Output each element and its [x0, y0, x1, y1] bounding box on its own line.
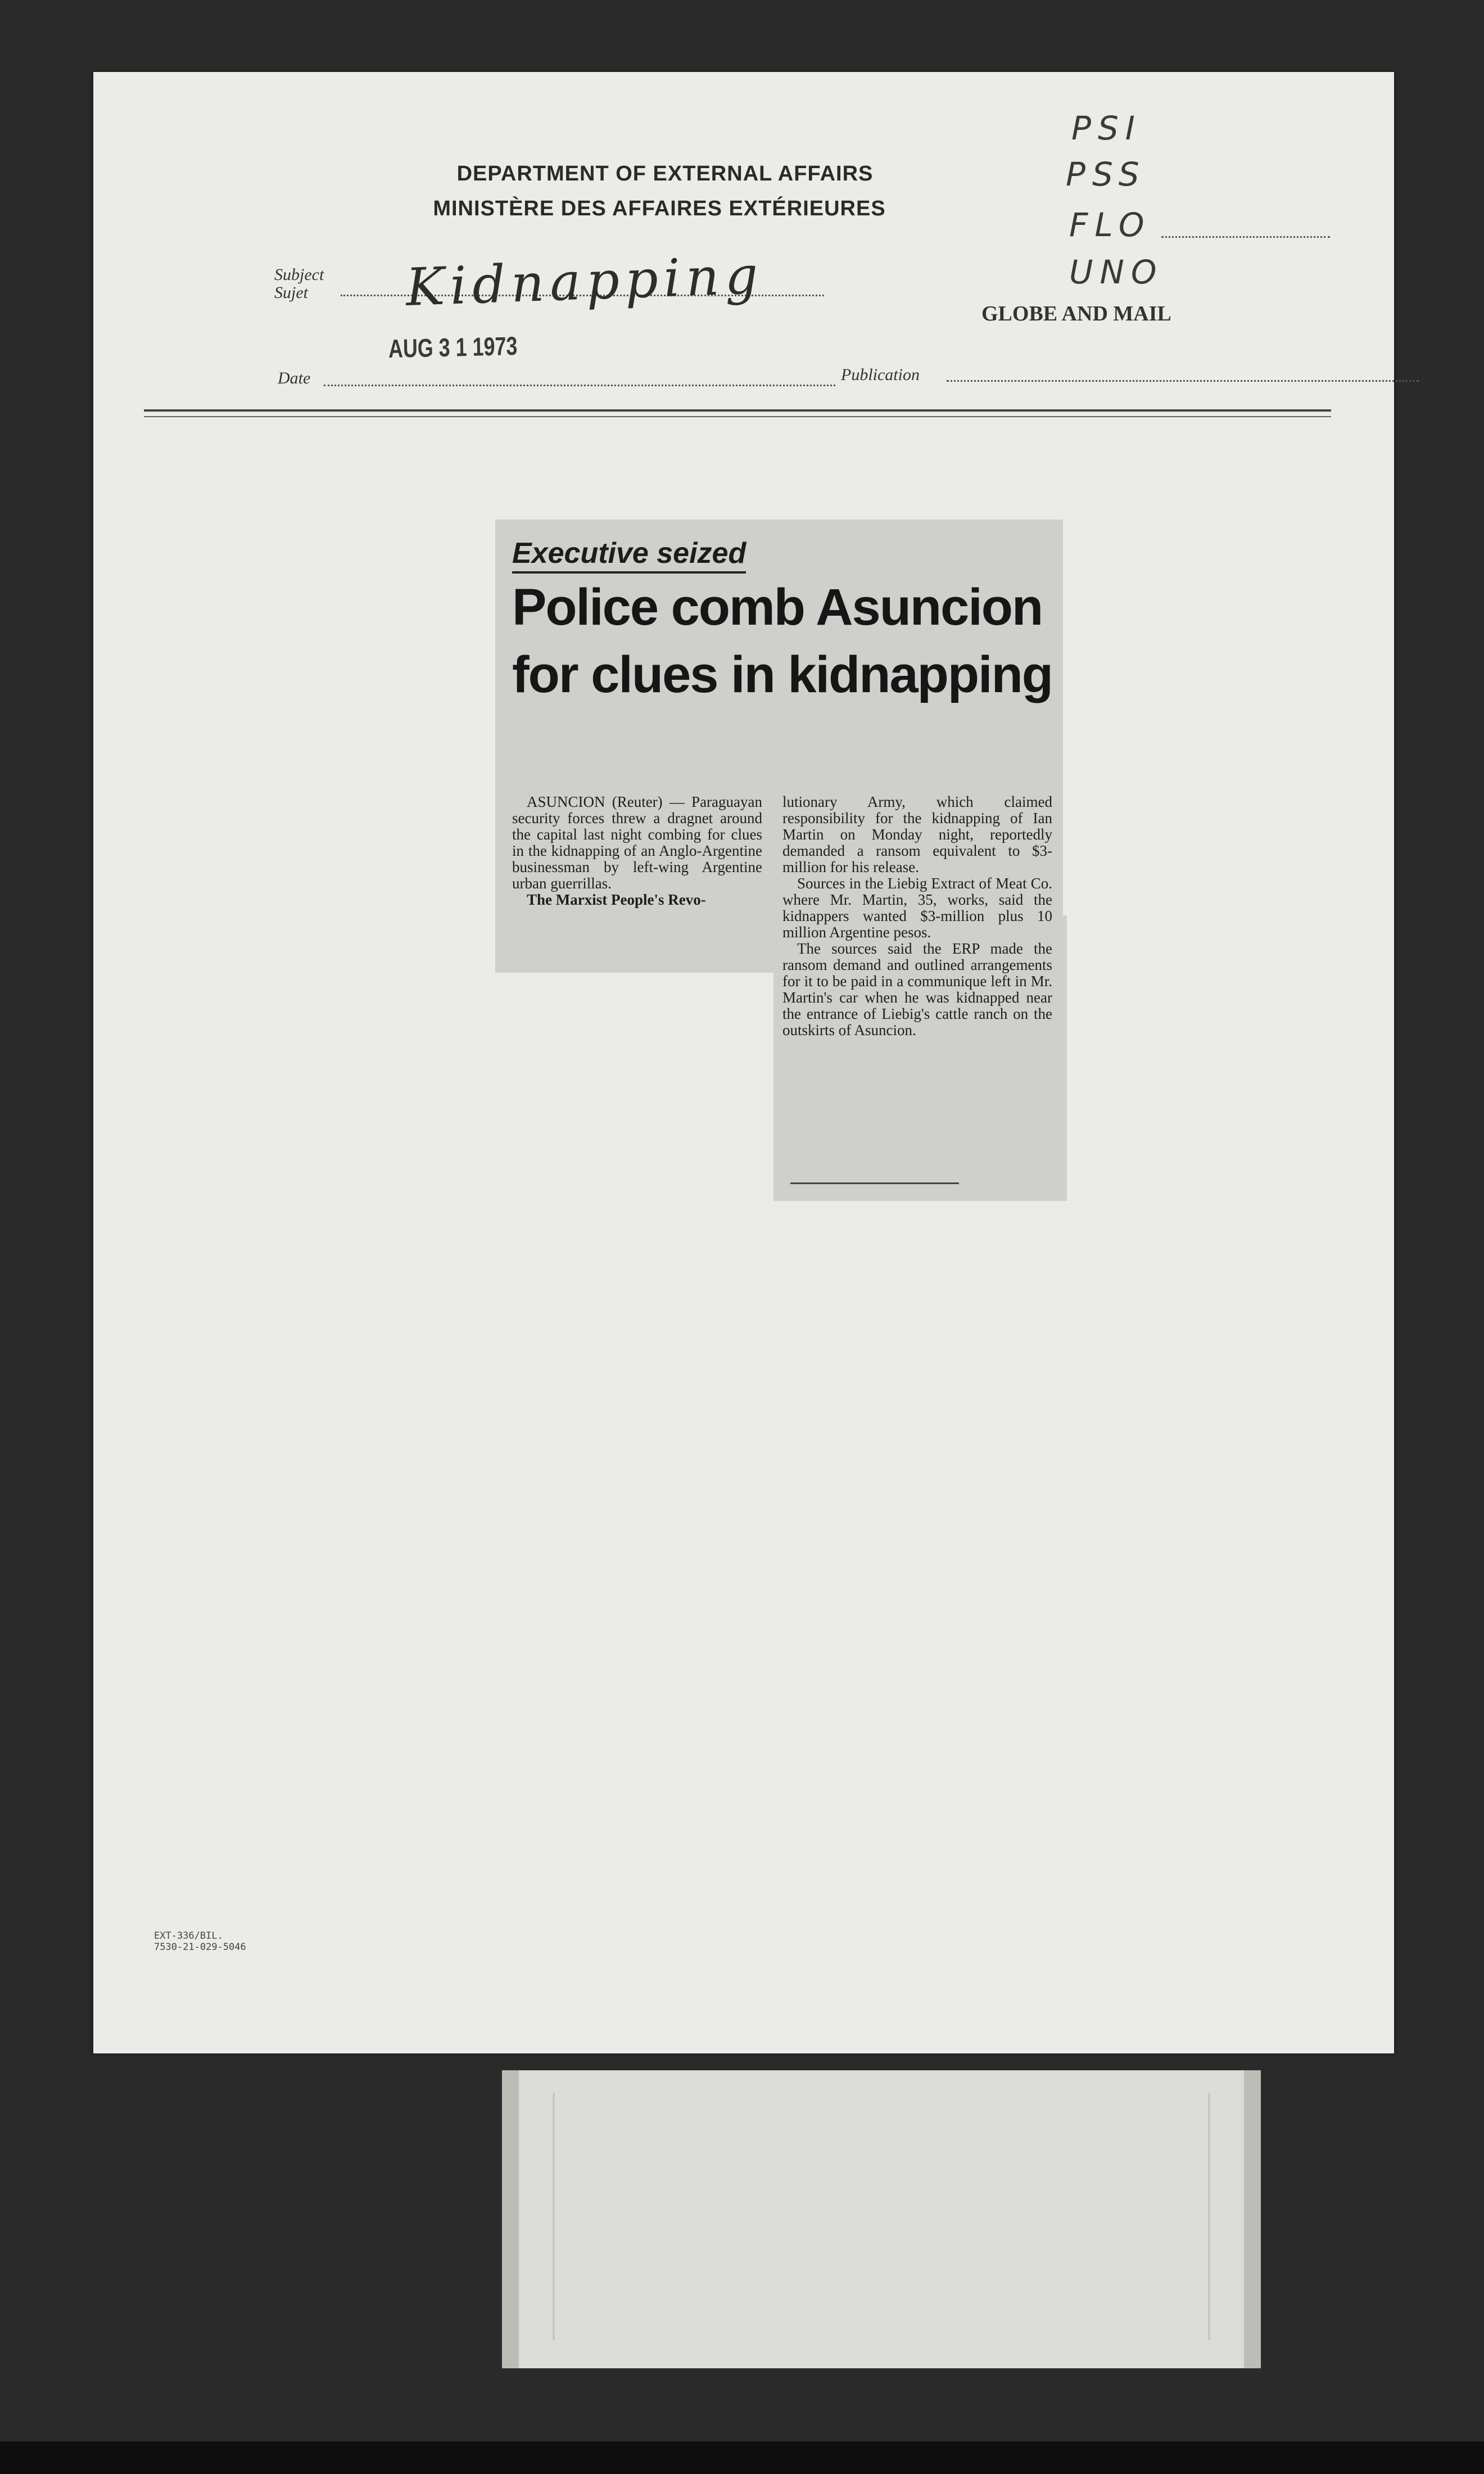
header-rule-secondary	[144, 416, 1331, 417]
subject-label: Subject	[274, 265, 324, 284]
subject-label-french: Sujet	[274, 283, 308, 302]
date-label: Date	[278, 369, 311, 387]
routing-code-3: FLO	[1069, 206, 1151, 244]
date-stamp: AUG 3 1 1973	[388, 331, 518, 363]
clipping-kicker: Executive seized	[512, 536, 746, 574]
publication-dotted-line	[947, 380, 1419, 382]
clipping-form-page	[93, 72, 1394, 2053]
clipping-paragraph: The Marxist People's Revo-	[527, 891, 706, 908]
clipping-paragraph: The sources said the ERP made the ransom demand and outlined arrangements for it to be paid in a communique left in Mr. Martin's car when he was kidnapped near the entrance of Liebig's cattle ranch on the outskirts of Asuncion.	[782, 940, 1052, 1039]
routing-code-2: PSS	[1066, 155, 1146, 193]
routing-code-1: PSI	[1071, 109, 1142, 147]
date-dotted-line	[324, 385, 835, 386]
clipping-paragraph: ASUNCION (Reuter) — Paraguayan security forces threw a dragnet around the capital last night combing for clues in the kidnapping of an Anglo-Argentine businessman by left-wing Argentine urban guerrillas.	[512, 793, 762, 892]
clipping-end-rule	[790, 1182, 959, 1184]
clipping-paragraph: lutionary Army, which claimed responsibility for the kidnapping of Ian Martin on Monday night, reportedly demanded a ransom equivalent to $3-million for his release.	[782, 793, 1052, 875]
routing-dotted-line	[1161, 236, 1330, 238]
clipping-paragraph: Sources in the Liebig Extract of Meat Co. where Mr. Martin, 35, works, said the kidnappers wanted $3-million plus 10 million Argentine pesos.	[782, 875, 1052, 941]
clipping-headline-line-1: Police comb Asuncion	[512, 579, 1043, 636]
form-code-line-1: EXT-336/BIL.	[154, 1930, 223, 1942]
stub-edge-mark	[1208, 2093, 1210, 2340]
department-name-english: DEPARTMENT OF EXTERNAL AFFAIRS	[456, 162, 874, 186]
clipping-column-2	[782, 794, 1052, 1039]
publication-label: Publication	[841, 365, 920, 384]
subject-handwritten-value: Kidnapping	[405, 245, 764, 318]
film-edge	[0, 2441, 1484, 2474]
clipping-headline-line-2: for clues in kidnapping	[512, 646, 1052, 703]
form-code-line-2: 7530-21-029-5046	[154, 1942, 246, 1953]
stub-edge-mark	[553, 2093, 555, 2340]
publication-value: GLOBE AND MAIL	[981, 302, 1171, 326]
clipping-column-1	[512, 794, 762, 908]
department-name-french: MINISTÈRE DES AFFAIRES EXTÉRIEURES	[433, 197, 886, 220]
routing-code-4: UNO	[1069, 253, 1164, 291]
header-rule	[144, 409, 1331, 412]
card-stub	[502, 2070, 1261, 2368]
form-number	[154, 1930, 246, 1953]
